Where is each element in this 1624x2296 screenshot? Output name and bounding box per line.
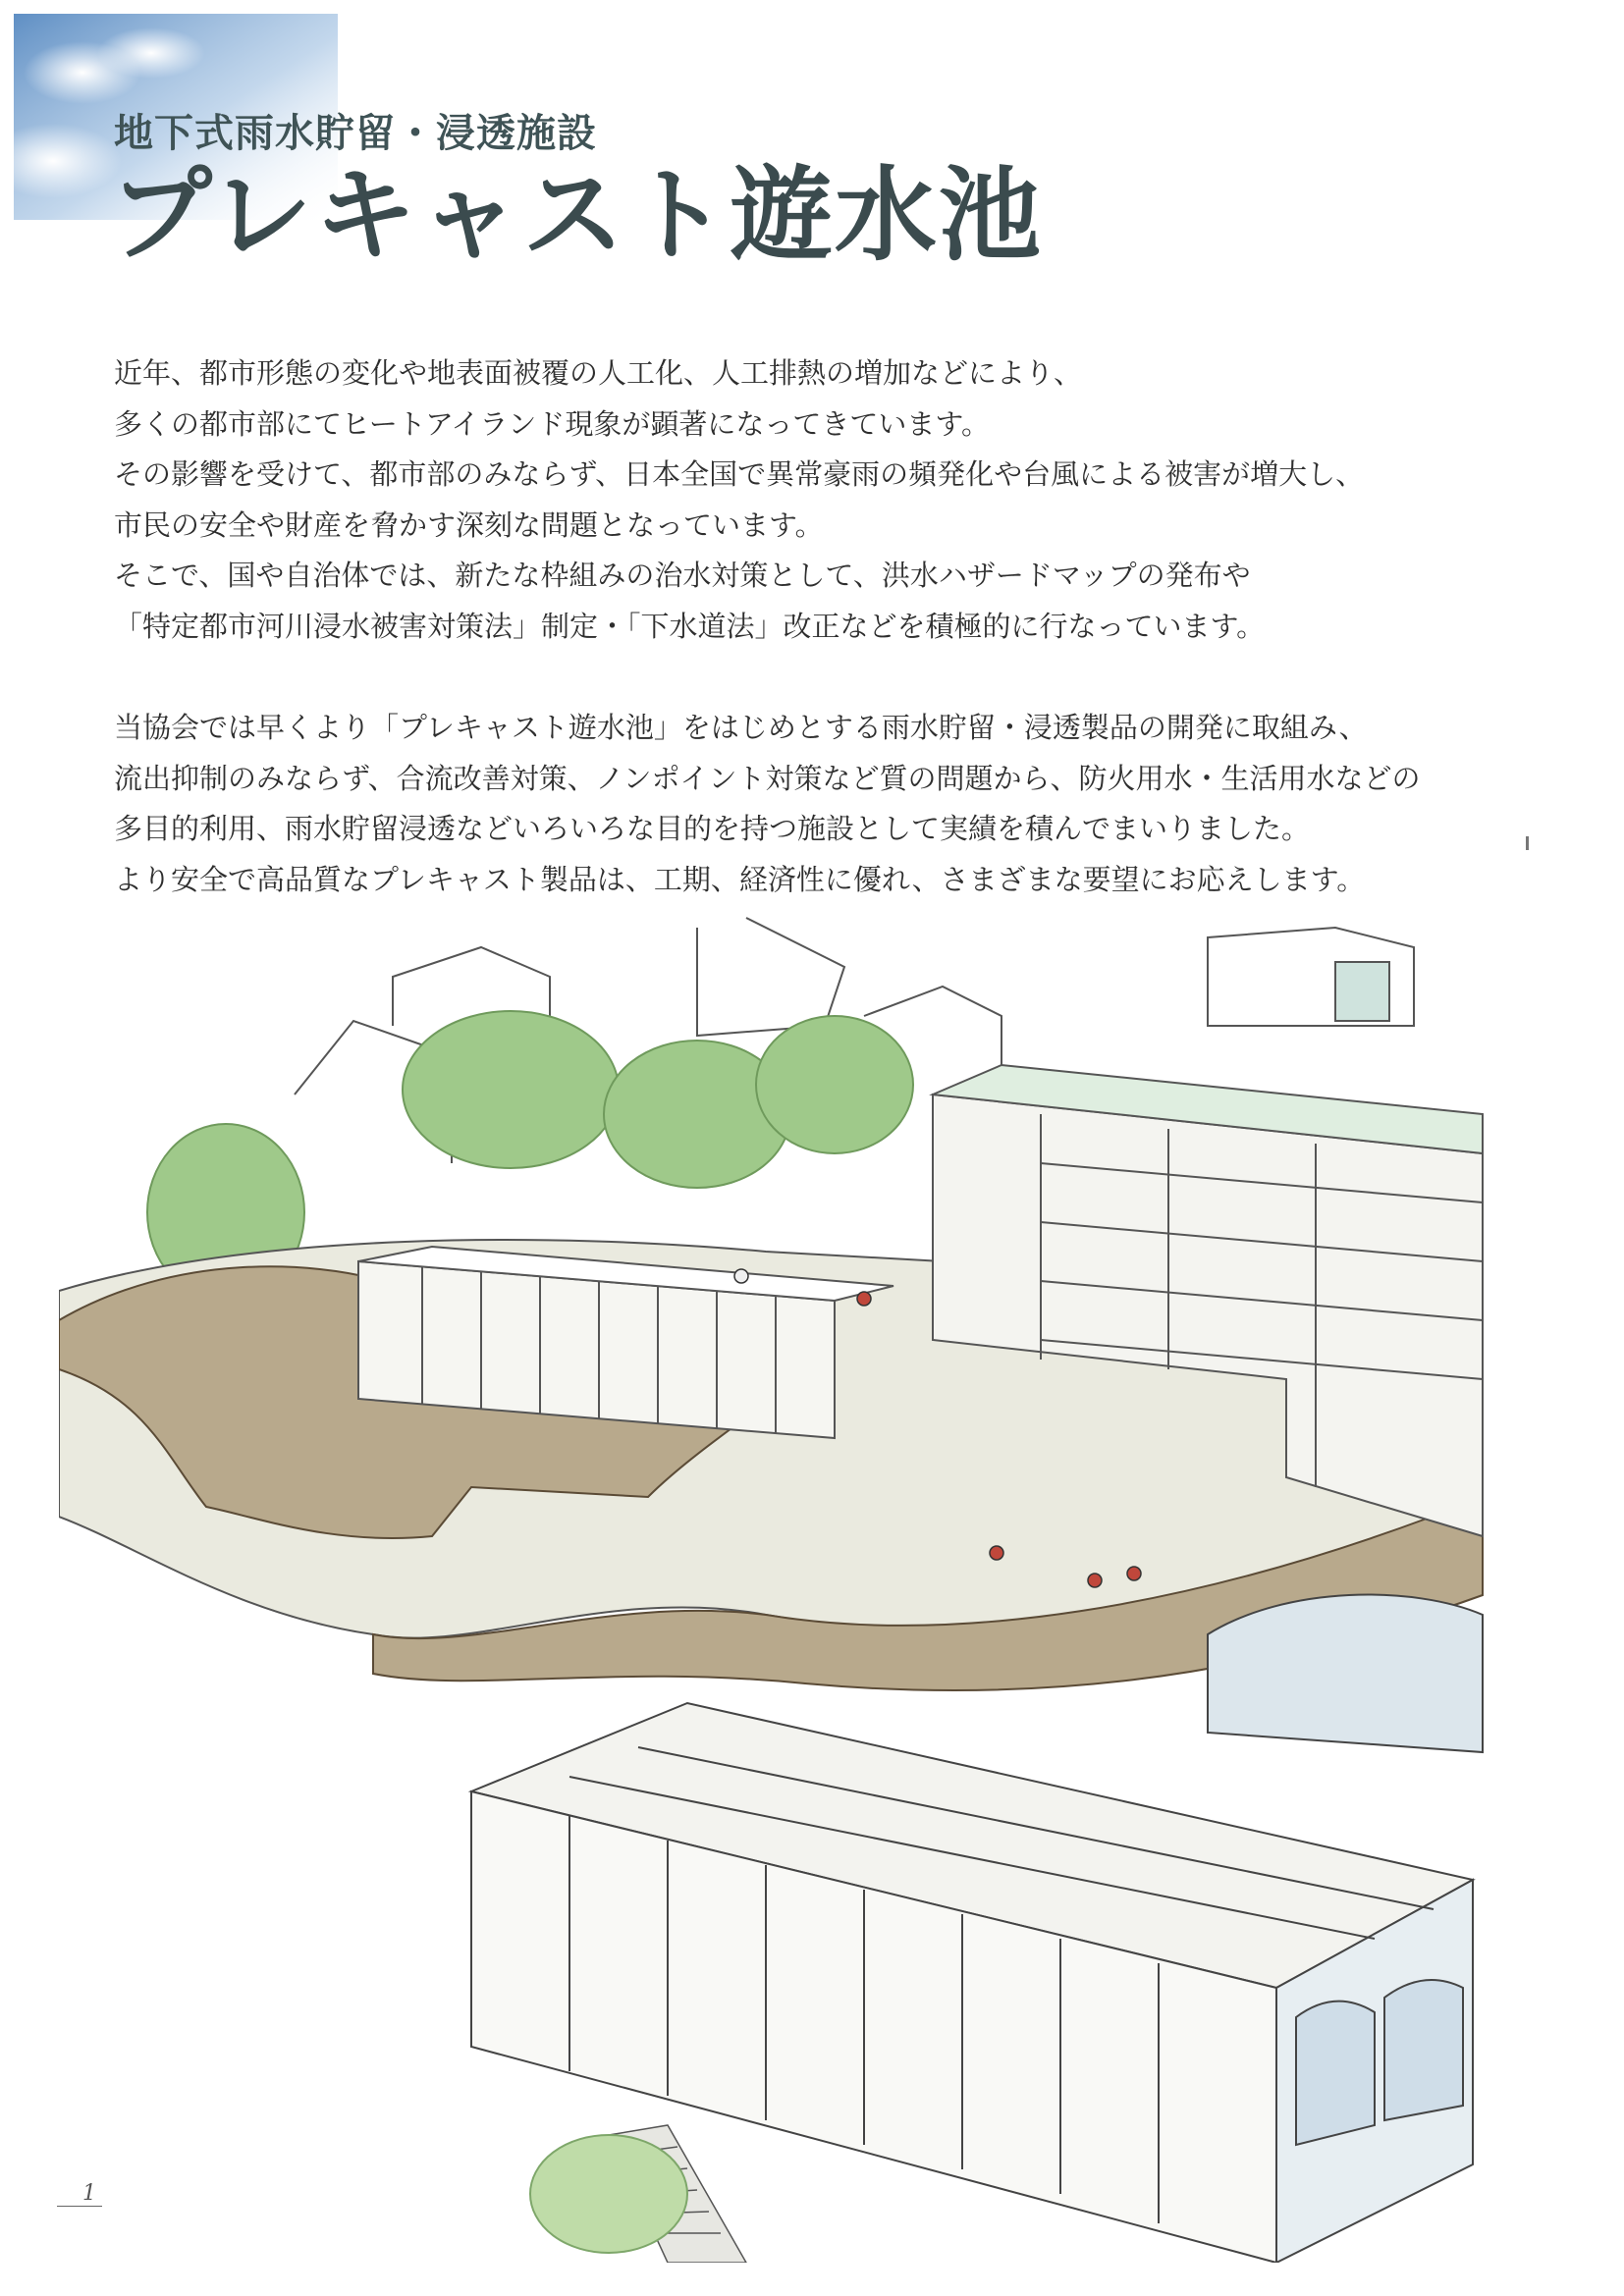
association-line: 多目的利用、雨水貯留浸透などいろいろな目的を持つ施設として実績を積んでまいりました。 <box>114 812 1311 845</box>
association-line: より安全で高品質なプレキャスト製品は、工期、経済性に優れ、さまざまな要望にお応えします。 <box>114 862 1366 896</box>
association-line: 当協会では早くより「プレキャスト遊水池」をはじめとする雨水貯留・浸透製品の開発に取組み、 <box>114 711 1368 744</box>
intro-line: 多くの都市部にてヒートアイランド現象が顕著になってきています。 <box>114 406 991 441</box>
intro-line: 「特定都市河川浸水被害対策法」制定・「下水道法」改正などを積極的に行なっています。 <box>114 609 1266 643</box>
page-subtitle: 地下式雨水貯留・浸透施設 <box>114 111 597 156</box>
facility-cutaway-illustration <box>59 908 1542 2263</box>
association-line: 流出抑制のみならず、合流改善対策、ノンポイント対策など質の問題から、防火用水・生活用水などの <box>114 761 1421 795</box>
page-number: 1 <box>57 2181 102 2207</box>
intro-line: 市民の安全や財産を脅かす深刻な問題となっています。 <box>114 507 824 542</box>
intro-line: その影響を受けて、都市部のみならず、日本全国で異常豪雨の頻発化や台風による被害が増大し、 <box>114 457 1365 491</box>
underground-chamber <box>1208 1595 1483 1752</box>
intro-line: そこで、国や自治体では、新たな枠組みの治水対策として、洪水ハザードマップの発布や <box>114 559 1251 592</box>
shrub <box>530 2135 687 2253</box>
edge-mark <box>1526 836 1529 850</box>
page-title: プレキャスト遊水池 <box>110 155 1043 275</box>
intro-paragraph <box>114 348 1528 652</box>
association-paragraph <box>114 703 1528 905</box>
intro-line: 近年、都市形態の変化や地表面被覆の人工化、人工排熱の増加などにより、 <box>114 356 1083 390</box>
